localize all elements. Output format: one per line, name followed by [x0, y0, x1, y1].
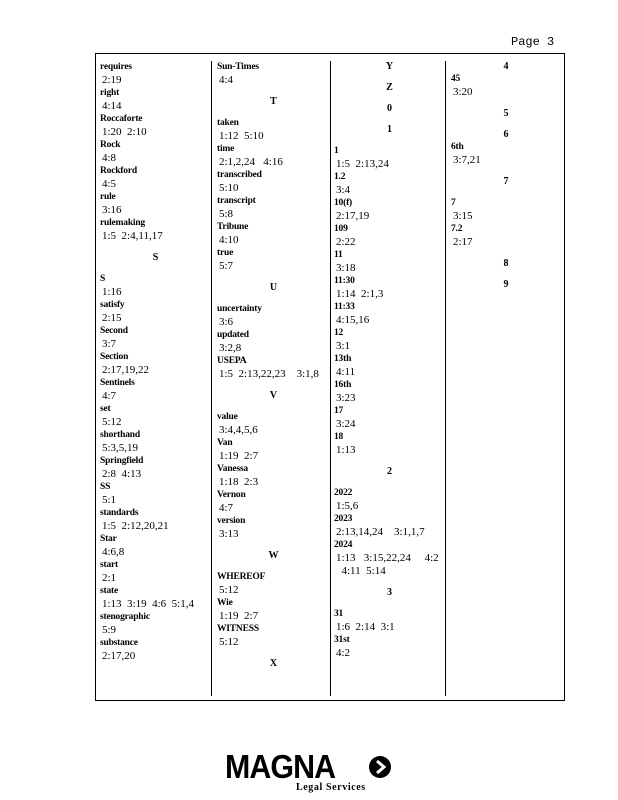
index-term: 45 [451, 74, 461, 84]
index-term: updated [217, 330, 249, 340]
index-term: 12 [334, 328, 344, 338]
page-line-refs: 3:4 [336, 184, 351, 196]
index-term: 18 [334, 432, 344, 442]
page-line-refs: 2:13,14,24 3:1,1,7 [336, 526, 425, 538]
index-term: substance [100, 638, 138, 648]
index-term: transcribed [217, 170, 262, 180]
spacer [451, 270, 561, 279]
page-line-refs: 5:1 [102, 494, 117, 506]
logo-subtitle: Legal Services [296, 782, 366, 793]
page-line-refs: 3:13 [219, 528, 239, 540]
page-line-refs: 2:22 [336, 236, 356, 248]
spacer [334, 136, 445, 145]
index-column [334, 61, 446, 696]
page-line-refs: 4:7 [219, 502, 234, 514]
spacer [334, 73, 445, 82]
page-line-refs: 5:12 [102, 416, 122, 428]
page-line-refs: 2:17,19,22 [102, 364, 150, 376]
index-letter-heading: 7 [503, 176, 509, 187]
spacer [451, 188, 561, 197]
page-line-refs: 4:10 [219, 234, 239, 246]
index-term: taken [217, 118, 239, 128]
page-line-refs: 1:5 2:4,11,17 [102, 230, 163, 242]
spacer [334, 94, 445, 103]
index-term: Sun-Times [217, 62, 259, 72]
page-line-refs: 4:7 [102, 390, 117, 402]
index-letter-heading: 3 [387, 587, 392, 598]
page-line-refs: 1:19 2:7 [219, 450, 259, 462]
spacer [451, 167, 561, 176]
page-line-refs: 1:19 2:7 [219, 610, 259, 622]
page-line-refs: 1:5 2:13,24 [336, 158, 389, 170]
index-term: satisfy [100, 300, 125, 310]
index-letter-heading: X [269, 658, 278, 669]
page-line-refs: 3:4,4,5,6 [219, 424, 258, 436]
index-letter-heading: 8 [503, 258, 509, 269]
index-term: Star [100, 534, 117, 544]
spacer [217, 541, 330, 550]
spacer [217, 108, 330, 117]
index-term: 7.2 [451, 224, 463, 234]
index-term: shorthand [100, 430, 140, 440]
page-line-refs: 3:20 [453, 86, 473, 98]
page-line-refs: 5:9 [102, 624, 117, 636]
page-line-refs: 1:18 2:3 [219, 476, 259, 488]
index-term: version [217, 516, 246, 526]
spacer [217, 402, 330, 411]
page-line-refs: 5:8 [219, 208, 234, 220]
index-letter-heading: Z [386, 82, 393, 93]
index-term: Second [100, 326, 128, 336]
page-line-refs: 4:2 [336, 647, 351, 659]
index-term: 6th [451, 142, 464, 152]
page-line-refs: 2:8 4:13 [102, 468, 142, 480]
page-line-refs: 2:19 [102, 74, 122, 86]
index-letter-heading: U [269, 282, 278, 293]
index-term: requires [100, 62, 132, 72]
page-line-refs: 2:1 [102, 572, 117, 584]
page-line-refs: 2:17,20 [102, 650, 136, 662]
spacer [334, 599, 445, 608]
page-line-refs: 1:5,6 [336, 500, 359, 512]
index-term: S [100, 274, 106, 284]
index-term: 31st [334, 635, 350, 645]
page-line-refs: 3:16 [102, 204, 122, 216]
spacer [334, 578, 445, 587]
page-line-refs: 4:5 [102, 178, 117, 190]
logo-wordmark: MAGNA [225, 748, 336, 785]
index-letter-heading: Y [385, 61, 394, 72]
spacer [217, 294, 330, 303]
index-term: SS [100, 482, 111, 492]
spacer [100, 264, 211, 273]
index-term: Springfield [100, 456, 144, 466]
page-line-refs: 5:7 [219, 260, 234, 272]
spacer [217, 87, 330, 96]
index-term: 16th [334, 380, 352, 390]
page-line-refs: 3:24 [336, 418, 356, 430]
page-line-refs: 3:1 [336, 340, 351, 352]
index-term: 2024 [334, 540, 353, 550]
index-letter-heading: V [269, 390, 278, 401]
index-column [451, 61, 561, 696]
index-term: rulemaking [100, 218, 145, 228]
index-term: 1 [334, 146, 339, 156]
index-letter-heading: 5 [503, 108, 509, 119]
index-term: 31 [334, 609, 344, 619]
index-letter-heading: 2 [387, 466, 392, 477]
index-term: WITNESS [217, 624, 259, 634]
page-line-refs: 1:12 5:10 [219, 130, 264, 142]
index-term: state [100, 586, 118, 596]
index-letter-heading: 1 [387, 124, 392, 135]
spacer [334, 457, 445, 466]
index-term: time [217, 144, 235, 154]
index-term: Roccaforte [100, 114, 143, 124]
index-term: uncertainty [217, 304, 262, 314]
spacer [334, 115, 445, 124]
spacer [217, 649, 330, 658]
page-line-refs: 1:20 2:10 [102, 126, 147, 138]
page-line-refs: 3:7 [102, 338, 117, 350]
index-column [217, 61, 331, 696]
page-line-refs: 3:2,8 [219, 342, 242, 354]
page-line-refs: 4:11 5:14 [336, 565, 386, 577]
index-term: Tribune [217, 222, 249, 232]
index-term: 1.2 [334, 172, 346, 182]
spacer [451, 120, 561, 129]
index-term: set [100, 404, 111, 414]
page-line-refs: 3:23 [336, 392, 356, 404]
word-index-table [95, 53, 565, 701]
index-letter-heading: S [152, 252, 159, 263]
index-letter-heading: 9 [503, 279, 509, 290]
page-line-refs: 5:3,5,19 [102, 442, 139, 454]
page-line-refs: 2:15 [102, 312, 122, 324]
page-line-refs: 1:14 2:1,3 [336, 288, 384, 300]
index-letter-heading: W [268, 550, 279, 561]
spacer [334, 478, 445, 487]
index-letter-heading: 4 [503, 61, 509, 72]
page-line-refs: 5:10 [219, 182, 239, 194]
page-line-refs: 4:6,8 [102, 546, 125, 558]
index-letter-heading: 0 [387, 103, 392, 114]
page-line-refs: 4:11 [336, 366, 356, 378]
index-term: 2022 [334, 488, 353, 498]
page-line-refs: 5:12 [219, 636, 239, 648]
page-line-refs: 1:13 [336, 444, 356, 456]
page-line-refs: 3:7,21 [453, 154, 481, 166]
page-line-refs: 1:6 2:14 3:1 [336, 621, 395, 633]
index-term: 109 [334, 224, 348, 234]
page-line-refs: 4:14 [102, 100, 122, 112]
index-term: start [100, 560, 118, 570]
page-line-refs: 3:18 [336, 262, 356, 274]
index-term: 17 [334, 406, 344, 416]
page-line-refs: 1:16 [102, 286, 122, 298]
page-line-refs: 2:17,19 [336, 210, 370, 222]
index-term: rule [100, 192, 116, 202]
page-line-refs: 4:15,16 [336, 314, 370, 326]
index-term: 7 [451, 198, 456, 208]
page-line-refs: 2:17 [453, 236, 473, 248]
spacer [100, 243, 211, 252]
index-term: Vernon [217, 490, 246, 500]
index-term: 11:33 [334, 302, 355, 312]
index-term: right [100, 88, 120, 98]
page-line-refs: 2:1,2,24 4:16 [219, 156, 283, 168]
index-term: 10(f) [334, 198, 352, 208]
index-term: Wie [217, 598, 233, 608]
spacer [217, 273, 330, 282]
index-column [100, 61, 212, 696]
spacer [217, 562, 330, 571]
page-line-refs: 4:8 [102, 152, 117, 164]
chevron-circle-icon [368, 755, 392, 779]
index-term: 2023 [334, 514, 353, 524]
page-line-refs: 5:12 [219, 584, 239, 596]
page-line-refs: 4:4 [219, 74, 234, 86]
index-term: true [217, 248, 234, 258]
index-term: WHEREOF [217, 572, 266, 582]
index-term: Sentinels [100, 378, 135, 388]
index-term: 11:30 [334, 276, 355, 286]
index-term: 13th [334, 354, 352, 364]
index-term: Van [217, 438, 233, 448]
spacer [217, 381, 330, 390]
index-term: transcript [217, 196, 256, 206]
page-line-refs: 3:15 [453, 210, 473, 222]
magna-logo [225, 750, 395, 795]
index-letter-heading: 6 [503, 129, 509, 140]
page-line-refs: 1:13 3:19 4:6 5:1,4 [102, 598, 194, 610]
index-letter-heading: T [270, 96, 277, 107]
page-line-refs: 1:5 2:13,22,23 3:1,8 [219, 368, 319, 380]
index-term: standards [100, 508, 139, 518]
index-term: USEPA [217, 356, 247, 366]
spacer [451, 99, 561, 108]
page-line-refs: 1:13 3:15,22,24 4:2 [336, 552, 439, 564]
index-term: Rockford [100, 166, 137, 176]
index-term: Rock [100, 140, 121, 150]
index-term: 11 [334, 250, 343, 260]
spacer [451, 249, 561, 258]
page-line-refs: 1:5 2:12,20,21 [102, 520, 169, 532]
index-term: Vanessa [217, 464, 248, 474]
page-number: Page 3 [511, 35, 555, 49]
index-term: Section [100, 352, 129, 362]
index-term: value [217, 412, 238, 422]
page-line-refs: 3:6 [219, 316, 234, 328]
index-term: stenographic [100, 612, 150, 622]
